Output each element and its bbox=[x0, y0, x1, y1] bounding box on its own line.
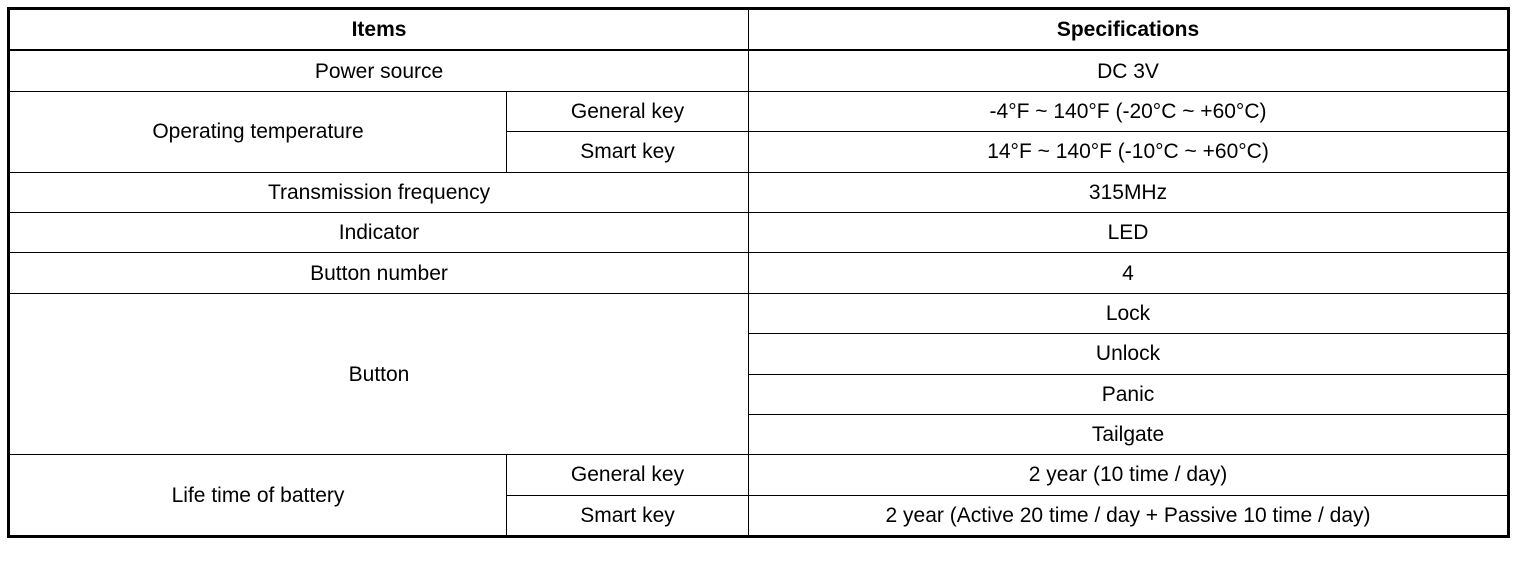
battery-life-smart-key-spec: 2 year (Active 20 time / day + Passive 10 time / day) bbox=[749, 495, 1509, 536]
button-number-item: Button number bbox=[9, 253, 749, 293]
battery-life-general-key-spec: 2 year (10 time / day) bbox=[749, 455, 1509, 495]
battery-life-smart-key-label: Smart key bbox=[507, 495, 749, 536]
button-spec-unlock: Unlock bbox=[749, 334, 1509, 374]
indicator-spec: LED bbox=[749, 212, 1509, 252]
table-row-operating-temperature-general bbox=[9, 91, 1509, 131]
table-row-battery-life-general bbox=[9, 455, 1509, 495]
power-source-item: Power source bbox=[9, 50, 749, 91]
transmission-frequency-item: Transmission frequency bbox=[9, 172, 749, 212]
table-row-transmission-frequency bbox=[9, 172, 1509, 212]
operating-temperature-general-key-spec: -4°F ~ 140°F (-20°C ~ +60°C) bbox=[749, 91, 1509, 131]
specifications-header: Specifications bbox=[749, 9, 1509, 51]
indicator-item: Indicator bbox=[9, 212, 749, 252]
battery-life-item: Life time of battery bbox=[9, 455, 507, 537]
transmission-frequency-spec: 315MHz bbox=[749, 172, 1509, 212]
button-spec-panic: Panic bbox=[749, 374, 1509, 414]
power-source-spec: DC 3V bbox=[749, 50, 1509, 91]
operating-temperature-general-key-label: General key bbox=[507, 91, 749, 131]
button-spec-lock: Lock bbox=[749, 293, 1509, 333]
specifications-table bbox=[7, 7, 1510, 538]
table-row-indicator bbox=[9, 212, 1509, 252]
battery-life-general-key-label: General key bbox=[507, 455, 749, 495]
items-header: Items bbox=[9, 9, 749, 51]
operating-temperature-smart-key-spec: 14°F ~ 140°F (-10°C ~ +60°C) bbox=[749, 132, 1509, 172]
operating-temperature-item: Operating temperature bbox=[9, 91, 507, 172]
button-item: Button bbox=[9, 293, 749, 455]
table-row-button-number bbox=[9, 253, 1509, 293]
table-row-button-lock bbox=[9, 293, 1509, 333]
operating-temperature-smart-key-label: Smart key bbox=[507, 132, 749, 172]
table-row-power-source bbox=[9, 50, 1509, 91]
button-number-spec: 4 bbox=[749, 253, 1509, 293]
header-row bbox=[9, 9, 1509, 51]
button-spec-tailgate: Tailgate bbox=[749, 414, 1509, 454]
